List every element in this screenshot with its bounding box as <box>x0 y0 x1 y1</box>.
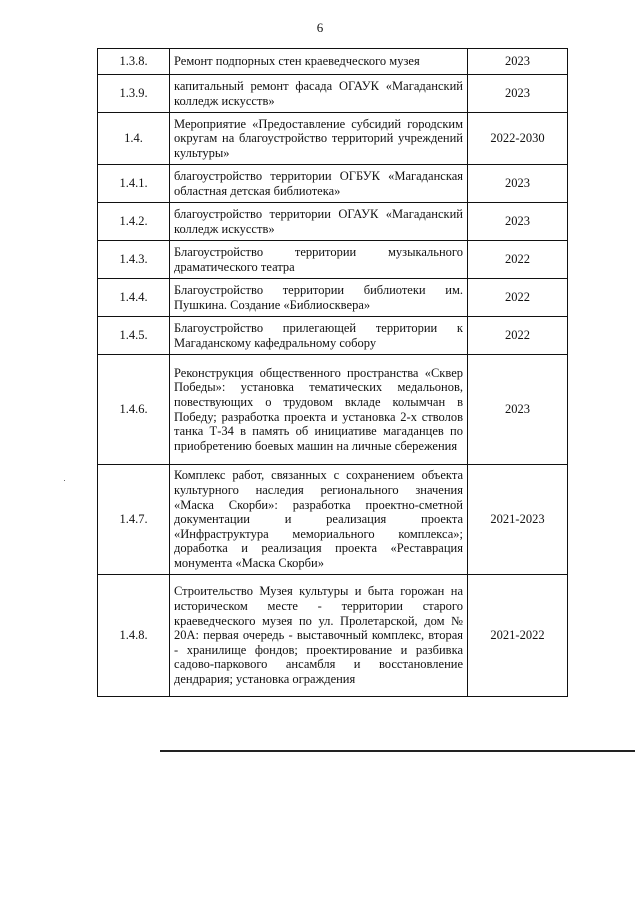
row-description: Мероприятие «Предоставление субсидий городским округам на благоустройство территорий учреждений культуры» <box>170 113 468 165</box>
row-number: 1.4.1. <box>98 165 170 203</box>
row-year: 2023 <box>468 203 568 241</box>
row-description: благоустройство территории ОГБУК «Магаданская областная детская библиотека» <box>170 165 468 203</box>
row-description: благоустройство территории ОГАУК «Магаданский колледж искусств» <box>170 203 468 241</box>
row-year: 2021-2022 <box>468 575 568 697</box>
row-description: Ремонт подпорных стен краеведческого музея <box>170 49 468 75</box>
row-number: 1.4.6. <box>98 355 170 465</box>
row-year: 2022 <box>468 317 568 355</box>
table-row <box>98 355 568 465</box>
table-row <box>98 113 568 165</box>
row-description: Строительство Музея культуры и быта горожан на историческом месте - территории старого краеведческого музея по ул. Пролетарской, дом № 20А: первая очередь - выставочный комплекс, вторая - хранилище фондов; проектирование и разбивка садово-паркового ансамбля и восстановление дендрария; установка ограждения <box>170 575 468 697</box>
row-year: 2023 <box>468 165 568 203</box>
row-number: 1.3.8. <box>98 49 170 75</box>
scan-mark <box>64 480 65 481</box>
table-row <box>98 575 568 697</box>
row-number: 1.4.3. <box>98 241 170 279</box>
row-description: Благоустройство территории музыкального драматического театра <box>170 241 468 279</box>
measures-table <box>97 48 568 697</box>
row-year: 2021-2023 <box>468 465 568 575</box>
table-row <box>98 241 568 279</box>
row-description: капитальный ремонт фасада ОГАУК «Магаданский колледж искусств» <box>170 75 468 113</box>
row-number: 1.4. <box>98 113 170 165</box>
table-row <box>98 203 568 241</box>
row-description: Комплекс работ, связанных с сохранением объекта культурного наследия регионального значения «Маска Скорби»: разработка проектно-сметной документации и реализация проекта «Инфраструктура мемориального комплекса»; доработка и реализация проекта «Реставрация монумента «Маска Скорби» <box>170 465 468 575</box>
row-number: 1.4.4. <box>98 279 170 317</box>
row-number: 1.4.2. <box>98 203 170 241</box>
page-number: 6 <box>316 20 324 35</box>
row-year: 2023 <box>468 75 568 113</box>
table-row <box>98 317 568 355</box>
row-year: 2022-2030 <box>468 113 568 165</box>
row-number: 1.4.8. <box>98 575 170 697</box>
table-row <box>98 279 568 317</box>
row-year: 2022 <box>468 241 568 279</box>
table-row <box>98 75 568 113</box>
page-bottom-rule <box>160 750 635 752</box>
row-year: 2023 <box>468 355 568 465</box>
table-row <box>98 465 568 575</box>
row-number: 1.4.5. <box>98 317 170 355</box>
table-row <box>98 49 568 75</box>
row-description: Благоустройство прилегающей территории к Магаданскому кафедральному собору <box>170 317 468 355</box>
row-year: 2023 <box>468 49 568 75</box>
row-number: 1.3.9. <box>98 75 170 113</box>
row-description: Благоустройство территории библиотеки им. Пушкина. Создание «Библиосквера» <box>170 279 468 317</box>
row-year: 2022 <box>468 279 568 317</box>
row-description: Реконструкция общественного пространства «Сквер Победы»: установка тематических медальонов, повествующих о трудовом вкладе колымчан в Победу; разработка проекта и установка 2-х стволов танка Т-34 в память об инициативе магаданцев по приобретению боевых машин на личные сбережения <box>170 355 468 465</box>
row-number: 1.4.7. <box>98 465 170 575</box>
table-row <box>98 165 568 203</box>
